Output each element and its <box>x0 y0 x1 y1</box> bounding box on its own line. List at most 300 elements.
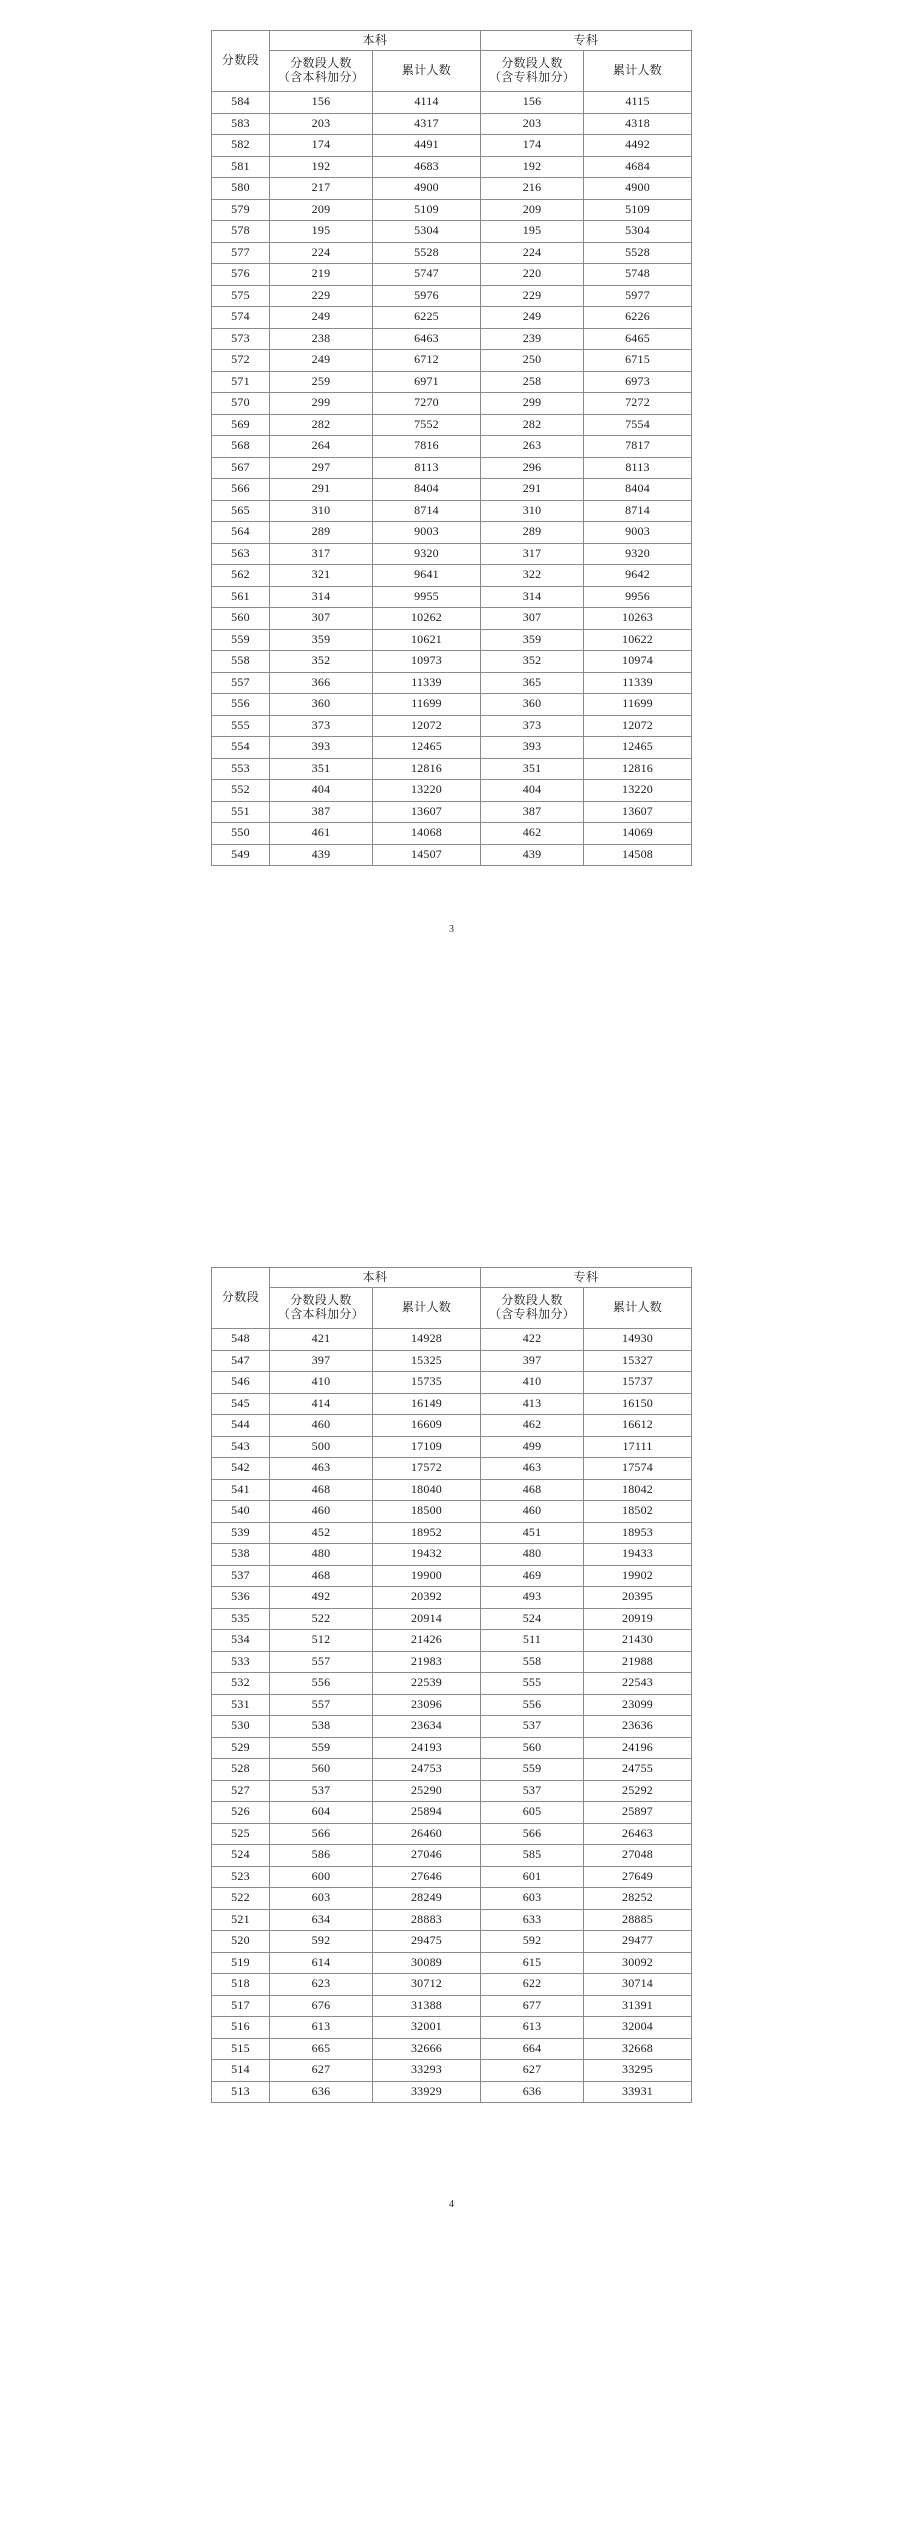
cell-benke-cumulative-count: 28249 <box>372 1888 480 1910</box>
cell-benke-cumulative-count: 20914 <box>372 1608 480 1630</box>
cell-zhuanke-cumulative-count: 12072 <box>584 715 692 737</box>
table-row <box>211 522 691 544</box>
cell-benke-segment-count: 352 <box>269 651 372 673</box>
cell-zhuanke-segment-count: 555 <box>481 1673 584 1695</box>
cell-score-band: 579 <box>211 199 269 221</box>
cell-score-band: 529 <box>211 1737 269 1759</box>
cell-benke-cumulative-count: 10621 <box>372 629 480 651</box>
cell-benke-cumulative-count: 8404 <box>372 479 480 501</box>
cell-benke-segment-count: 264 <box>269 436 372 458</box>
cell-zhuanke-cumulative-count: 4684 <box>584 156 692 178</box>
cell-zhuanke-cumulative-count: 5304 <box>584 221 692 243</box>
cell-score-band: 573 <box>211 328 269 350</box>
cell-benke-segment-count: 195 <box>269 221 372 243</box>
cell-score-band: 553 <box>211 758 269 780</box>
cell-benke-cumulative-count: 6712 <box>372 350 480 372</box>
cell-benke-cumulative-count: 7552 <box>372 414 480 436</box>
cell-zhuanke-cumulative-count: 9642 <box>584 565 692 587</box>
table-row <box>211 1372 691 1394</box>
cell-zhuanke-cumulative-count: 13607 <box>584 801 692 823</box>
cell-score-band: 581 <box>211 156 269 178</box>
cell-benke-segment-count: 492 <box>269 1587 372 1609</box>
cell-score-band: 546 <box>211 1372 269 1394</box>
cell-benke-segment-count: 297 <box>269 457 372 479</box>
cell-zhuanke-cumulative-count: 22543 <box>584 1673 692 1695</box>
cell-benke-segment-count: 613 <box>269 2017 372 2039</box>
cell-benke-segment-count: 387 <box>269 801 372 823</box>
table-row <box>211 1823 691 1845</box>
cell-benke-segment-count: 592 <box>269 1931 372 1953</box>
cell-zhuanke-segment-count: 601 <box>481 1866 584 1888</box>
cell-zhuanke-segment-count: 359 <box>481 629 584 651</box>
cell-zhuanke-segment-count: 493 <box>481 1587 584 1609</box>
cell-zhuanke-segment-count: 224 <box>481 242 584 264</box>
cell-zhuanke-cumulative-count: 6226 <box>584 307 692 329</box>
table-row <box>211 1458 691 1480</box>
table-row <box>211 1802 691 1824</box>
cell-score-band: 537 <box>211 1565 269 1587</box>
cell-zhuanke-segment-count: 499 <box>481 1436 584 1458</box>
table-row <box>211 608 691 630</box>
cell-score-band: 519 <box>211 1952 269 1974</box>
cell-zhuanke-segment-count: 156 <box>481 92 584 114</box>
cell-zhuanke-cumulative-count: 10622 <box>584 629 692 651</box>
cell-zhuanke-segment-count: 351 <box>481 758 584 780</box>
table-row <box>211 1759 691 1781</box>
cell-score-band: 523 <box>211 1866 269 1888</box>
table-row <box>211 242 691 264</box>
cell-zhuanke-cumulative-count: 21988 <box>584 1651 692 1673</box>
cell-benke-cumulative-count: 19432 <box>372 1544 480 1566</box>
cell-benke-segment-count: 566 <box>269 1823 372 1845</box>
cell-benke-segment-count: 452 <box>269 1522 372 1544</box>
column-group-header-zhuanke: 专科 <box>481 1268 692 1288</box>
table-row <box>211 715 691 737</box>
table-row <box>211 1393 691 1415</box>
cell-benke-segment-count: 522 <box>269 1608 372 1630</box>
cell-benke-segment-count: 614 <box>269 1952 372 1974</box>
cell-score-band: 563 <box>211 543 269 565</box>
column-header-zhuanke-cumulative-count: 累计人数 <box>584 51 692 92</box>
table-row <box>211 1909 691 1931</box>
cell-benke-segment-count: 604 <box>269 1802 372 1824</box>
cell-zhuanke-cumulative-count: 5748 <box>584 264 692 286</box>
table-row <box>211 1544 691 1566</box>
cell-benke-cumulative-count: 21426 <box>372 1630 480 1652</box>
cell-zhuanke-cumulative-count: 8714 <box>584 500 692 522</box>
cell-benke-cumulative-count: 19900 <box>372 1565 480 1587</box>
table-row <box>211 1651 691 1673</box>
cell-benke-cumulative-count: 16149 <box>372 1393 480 1415</box>
cell-zhuanke-cumulative-count: 24755 <box>584 1759 692 1781</box>
cell-zhuanke-segment-count: 296 <box>481 457 584 479</box>
cell-zhuanke-cumulative-count: 5977 <box>584 285 692 307</box>
cell-benke-cumulative-count: 13220 <box>372 780 480 802</box>
cell-benke-segment-count: 404 <box>269 780 372 802</box>
cell-score-band: 539 <box>211 1522 269 1544</box>
table-row <box>211 1974 691 1996</box>
table-header-page-3 <box>211 31 691 92</box>
cell-zhuanke-cumulative-count: 25292 <box>584 1780 692 1802</box>
cell-score-band: 556 <box>211 694 269 716</box>
score-distribution-table-page-3 <box>211 30 692 866</box>
cell-zhuanke-cumulative-count: 27048 <box>584 1845 692 1867</box>
cell-benke-segment-count: 393 <box>269 737 372 759</box>
table-row <box>211 823 691 845</box>
cell-zhuanke-cumulative-count: 30092 <box>584 1952 692 1974</box>
cell-benke-segment-count: 321 <box>269 565 372 587</box>
cell-benke-segment-count: 600 <box>269 1866 372 1888</box>
table-row <box>211 1479 691 1501</box>
cell-zhuanke-cumulative-count: 5528 <box>584 242 692 264</box>
cell-zhuanke-cumulative-count: 9003 <box>584 522 692 544</box>
cell-benke-segment-count: 282 <box>269 414 372 436</box>
cell-score-band: 574 <box>211 307 269 329</box>
cell-benke-segment-count: 203 <box>269 113 372 135</box>
cell-zhuanke-cumulative-count: 4900 <box>584 178 692 200</box>
cell-score-band: 562 <box>211 565 269 587</box>
cell-benke-cumulative-count: 6225 <box>372 307 480 329</box>
cell-zhuanke-segment-count: 282 <box>481 414 584 436</box>
cell-benke-cumulative-count: 30712 <box>372 1974 480 1996</box>
cell-benke-segment-count: 414 <box>269 1393 372 1415</box>
cell-zhuanke-cumulative-count: 28252 <box>584 1888 692 1910</box>
table-row <box>211 113 691 135</box>
cell-score-band: 528 <box>211 1759 269 1781</box>
column-group-header-benke: 本科 <box>269 31 480 51</box>
cell-zhuanke-segment-count: 310 <box>481 500 584 522</box>
cell-benke-segment-count: 219 <box>269 264 372 286</box>
cell-benke-cumulative-count: 11339 <box>372 672 480 694</box>
cell-score-band: 550 <box>211 823 269 845</box>
cell-zhuanke-cumulative-count: 4492 <box>584 135 692 157</box>
table-row <box>211 1952 691 1974</box>
cell-benke-segment-count: 360 <box>269 694 372 716</box>
cell-zhuanke-cumulative-count: 24196 <box>584 1737 692 1759</box>
cell-score-band: 578 <box>211 221 269 243</box>
cell-benke-cumulative-count: 11699 <box>372 694 480 716</box>
cell-benke-cumulative-count: 12465 <box>372 737 480 759</box>
cell-benke-cumulative-count: 32001 <box>372 2017 480 2039</box>
header-group-row <box>211 31 691 51</box>
cell-zhuanke-cumulative-count: 16150 <box>584 1393 692 1415</box>
table-row <box>211 1501 691 1523</box>
cell-benke-segment-count: 603 <box>269 1888 372 1910</box>
table-row <box>211 479 691 501</box>
cell-benke-cumulative-count: 18040 <box>372 1479 480 1501</box>
cell-zhuanke-segment-count: 307 <box>481 608 584 630</box>
cell-zhuanke-segment-count: 468 <box>481 1479 584 1501</box>
cell-zhuanke-cumulative-count: 10974 <box>584 651 692 673</box>
cell-zhuanke-segment-count: 627 <box>481 2060 584 2082</box>
cell-zhuanke-segment-count: 203 <box>481 113 584 135</box>
cell-benke-cumulative-count: 20392 <box>372 1587 480 1609</box>
cell-benke-segment-count: 468 <box>269 1565 372 1587</box>
cell-zhuanke-segment-count: 592 <box>481 1931 584 1953</box>
cell-benke-cumulative-count: 30089 <box>372 1952 480 1974</box>
cell-score-band: 551 <box>211 801 269 823</box>
table-row <box>211 285 691 307</box>
cell-zhuanke-cumulative-count: 13220 <box>584 780 692 802</box>
cell-zhuanke-cumulative-count: 18042 <box>584 1479 692 1501</box>
table-row <box>211 393 691 415</box>
cell-score-band: 547 <box>211 1350 269 1372</box>
cell-zhuanke-segment-count: 397 <box>481 1350 584 1372</box>
cell-benke-segment-count: 556 <box>269 1673 372 1695</box>
cell-benke-cumulative-count: 27646 <box>372 1866 480 1888</box>
cell-zhuanke-segment-count: 462 <box>481 1415 584 1437</box>
table-row <box>211 2060 691 2082</box>
cell-zhuanke-cumulative-count: 14508 <box>584 844 692 866</box>
cell-zhuanke-segment-count: 174 <box>481 135 584 157</box>
cell-score-band: 552 <box>211 780 269 802</box>
cell-benke-cumulative-count: 23634 <box>372 1716 480 1738</box>
cell-zhuanke-segment-count: 258 <box>481 371 584 393</box>
cell-zhuanke-segment-count: 439 <box>481 844 584 866</box>
table-container-page-4 <box>0 1267 903 2103</box>
column-header-benke-segment-count: 分数段人数 （含本科加分） <box>269 1288 372 1329</box>
cell-benke-segment-count: 537 <box>269 1780 372 1802</box>
table-row <box>211 629 691 651</box>
cell-benke-cumulative-count: 4900 <box>372 178 480 200</box>
cell-benke-segment-count: 209 <box>269 199 372 221</box>
cell-zhuanke-segment-count: 615 <box>481 1952 584 1974</box>
cell-benke-segment-count: 623 <box>269 1974 372 1996</box>
cell-zhuanke-segment-count: 558 <box>481 1651 584 1673</box>
table-row <box>211 565 691 587</box>
cell-score-band: 542 <box>211 1458 269 1480</box>
table-row <box>211 156 691 178</box>
table-row <box>211 1415 691 1437</box>
cell-score-band: 515 <box>211 2038 269 2060</box>
cell-benke-cumulative-count: 24193 <box>372 1737 480 1759</box>
table-row <box>211 436 691 458</box>
score-distribution-table-page-4 <box>211 1267 692 2103</box>
cell-zhuanke-cumulative-count: 18502 <box>584 1501 692 1523</box>
cell-zhuanke-cumulative-count: 6973 <box>584 371 692 393</box>
cell-zhuanke-cumulative-count: 23636 <box>584 1716 692 1738</box>
cell-benke-cumulative-count: 27046 <box>372 1845 480 1867</box>
cell-zhuanke-segment-count: 664 <box>481 2038 584 2060</box>
cell-score-band: 569 <box>211 414 269 436</box>
cell-benke-cumulative-count: 16609 <box>372 1415 480 1437</box>
cell-zhuanke-cumulative-count: 12465 <box>584 737 692 759</box>
cell-benke-segment-count: 366 <box>269 672 372 694</box>
cell-zhuanke-cumulative-count: 33931 <box>584 2081 692 2103</box>
cell-zhuanke-segment-count: 289 <box>481 522 584 544</box>
cell-score-band: 571 <box>211 371 269 393</box>
table-row <box>211 328 691 350</box>
column-header-zhuanke-cumulative-count: 累计人数 <box>584 1288 692 1329</box>
cell-benke-segment-count: 310 <box>269 500 372 522</box>
cell-zhuanke-segment-count: 524 <box>481 1608 584 1630</box>
cell-zhuanke-cumulative-count: 11699 <box>584 694 692 716</box>
cell-score-band: 564 <box>211 522 269 544</box>
cell-zhuanke-cumulative-count: 20395 <box>584 1587 692 1609</box>
cell-benke-segment-count: 538 <box>269 1716 372 1738</box>
cell-zhuanke-cumulative-count: 9956 <box>584 586 692 608</box>
cell-benke-cumulative-count: 5747 <box>372 264 480 286</box>
cell-benke-cumulative-count: 9641 <box>372 565 480 587</box>
cell-benke-cumulative-count: 22539 <box>372 1673 480 1695</box>
cell-zhuanke-cumulative-count: 17111 <box>584 1436 692 1458</box>
cell-benke-cumulative-count: 14068 <box>372 823 480 845</box>
cell-zhuanke-segment-count: 249 <box>481 307 584 329</box>
cell-zhuanke-segment-count: 560 <box>481 1737 584 1759</box>
cell-zhuanke-cumulative-count: 7554 <box>584 414 692 436</box>
cell-zhuanke-segment-count: 636 <box>481 2081 584 2103</box>
cell-benke-cumulative-count: 29475 <box>372 1931 480 1953</box>
cell-zhuanke-segment-count: 537 <box>481 1716 584 1738</box>
cell-benke-segment-count: 463 <box>269 1458 372 1480</box>
cell-zhuanke-cumulative-count: 20919 <box>584 1608 692 1630</box>
cell-score-band: 532 <box>211 1673 269 1695</box>
cell-zhuanke-cumulative-count: 11339 <box>584 672 692 694</box>
header-sub-row <box>211 1288 691 1329</box>
column-header-score-band: 分数段 <box>211 31 269 92</box>
cell-zhuanke-cumulative-count: 7272 <box>584 393 692 415</box>
cell-zhuanke-segment-count: 299 <box>481 393 584 415</box>
cell-benke-cumulative-count: 23096 <box>372 1694 480 1716</box>
cell-zhuanke-cumulative-count: 14930 <box>584 1329 692 1351</box>
cell-benke-cumulative-count: 7270 <box>372 393 480 415</box>
cell-benke-cumulative-count: 24753 <box>372 1759 480 1781</box>
cell-score-band: 517 <box>211 1995 269 2017</box>
cell-score-band: 513 <box>211 2081 269 2103</box>
cell-benke-segment-count: 314 <box>269 586 372 608</box>
cell-benke-cumulative-count: 4491 <box>372 135 480 157</box>
table-row <box>211 586 691 608</box>
cell-benke-segment-count: 500 <box>269 1436 372 1458</box>
cell-zhuanke-segment-count: 677 <box>481 1995 584 2017</box>
cell-benke-segment-count: 259 <box>269 371 372 393</box>
cell-score-band: 531 <box>211 1694 269 1716</box>
table-row <box>211 844 691 866</box>
column-header-score-band: 分数段 <box>211 1268 269 1329</box>
table-row <box>211 371 691 393</box>
cell-zhuanke-cumulative-count: 30714 <box>584 1974 692 1996</box>
table-row <box>211 414 691 436</box>
cell-zhuanke-segment-count: 462 <box>481 823 584 845</box>
cell-zhuanke-segment-count: 413 <box>481 1393 584 1415</box>
table-row <box>211 135 691 157</box>
cell-score-band: 557 <box>211 672 269 694</box>
cell-score-band: 566 <box>211 479 269 501</box>
cell-zhuanke-segment-count: 469 <box>481 1565 584 1587</box>
cell-score-band: 561 <box>211 586 269 608</box>
table-row <box>211 1436 691 1458</box>
cell-score-band: 568 <box>211 436 269 458</box>
table-row <box>211 651 691 673</box>
cell-zhuanke-cumulative-count: 31391 <box>584 1995 692 2017</box>
cell-score-band: 554 <box>211 737 269 759</box>
cell-score-band: 567 <box>211 457 269 479</box>
cell-benke-cumulative-count: 25290 <box>372 1780 480 1802</box>
cell-zhuanke-cumulative-count: 21430 <box>584 1630 692 1652</box>
cell-score-band: 521 <box>211 1909 269 1931</box>
table-row <box>211 737 691 759</box>
cell-benke-segment-count: 229 <box>269 285 372 307</box>
table-header-page-4 <box>211 1268 691 1329</box>
cell-zhuanke-segment-count: 314 <box>481 586 584 608</box>
header-group-row <box>211 1268 691 1288</box>
cell-zhuanke-segment-count: 291 <box>481 479 584 501</box>
cell-benke-segment-count: 373 <box>269 715 372 737</box>
column-header-benke-cumulative-count: 累计人数 <box>372 51 480 92</box>
cell-benke-segment-count: 460 <box>269 1501 372 1523</box>
cell-score-band: 534 <box>211 1630 269 1652</box>
table-row <box>211 2017 691 2039</box>
table-row <box>211 1716 691 1738</box>
cell-zhuanke-segment-count: 239 <box>481 328 584 350</box>
table-row <box>211 1630 691 1652</box>
table-row <box>211 672 691 694</box>
cell-score-band: 560 <box>211 608 269 630</box>
cell-zhuanke-cumulative-count: 15327 <box>584 1350 692 1372</box>
cell-zhuanke-cumulative-count: 26463 <box>584 1823 692 1845</box>
cell-benke-cumulative-count: 6971 <box>372 371 480 393</box>
cell-zhuanke-segment-count: 216 <box>481 178 584 200</box>
cell-score-band: 540 <box>211 1501 269 1523</box>
cell-benke-cumulative-count: 9003 <box>372 522 480 544</box>
table-row <box>211 1780 691 1802</box>
table-row <box>211 1845 691 1867</box>
cell-benke-cumulative-count: 10262 <box>372 608 480 630</box>
cell-zhuanke-cumulative-count: 8404 <box>584 479 692 501</box>
cell-zhuanke-cumulative-count: 29477 <box>584 1931 692 1953</box>
cell-score-band: 536 <box>211 1587 269 1609</box>
cell-zhuanke-segment-count: 622 <box>481 1974 584 1996</box>
cell-score-band: 548 <box>211 1329 269 1351</box>
cell-benke-segment-count: 289 <box>269 522 372 544</box>
cell-benke-segment-count: 512 <box>269 1630 372 1652</box>
cell-zhuanke-segment-count: 463 <box>481 1458 584 1480</box>
cell-zhuanke-segment-count: 556 <box>481 1694 584 1716</box>
cell-zhuanke-segment-count: 393 <box>481 737 584 759</box>
cell-benke-segment-count: 156 <box>269 92 372 114</box>
cell-zhuanke-segment-count: 365 <box>481 672 584 694</box>
cell-zhuanke-cumulative-count: 32668 <box>584 2038 692 2060</box>
cell-benke-cumulative-count: 15325 <box>372 1350 480 1372</box>
cell-benke-cumulative-count: 4317 <box>372 113 480 135</box>
table-row <box>211 543 691 565</box>
table-row <box>211 1522 691 1544</box>
cell-zhuanke-segment-count: 373 <box>481 715 584 737</box>
cell-zhuanke-cumulative-count: 19902 <box>584 1565 692 1587</box>
cell-benke-cumulative-count: 26460 <box>372 1823 480 1845</box>
table-row <box>211 457 691 479</box>
cell-benke-cumulative-count: 5976 <box>372 285 480 307</box>
cell-zhuanke-cumulative-count: 23099 <box>584 1694 692 1716</box>
table-row <box>211 1931 691 1953</box>
cell-zhuanke-cumulative-count: 15737 <box>584 1372 692 1394</box>
cell-benke-segment-count: 317 <box>269 543 372 565</box>
cell-score-band: 580 <box>211 178 269 200</box>
cell-zhuanke-segment-count: 387 <box>481 801 584 823</box>
table-body-page-3 <box>211 92 691 866</box>
cell-zhuanke-segment-count: 322 <box>481 565 584 587</box>
cell-benke-segment-count: 460 <box>269 1415 372 1437</box>
cell-benke-cumulative-count: 4683 <box>372 156 480 178</box>
cell-score-band: 575 <box>211 285 269 307</box>
cell-benke-cumulative-count: 12816 <box>372 758 480 780</box>
column-header-zhuanke-segment-count: 分数段人数 （含专科加分） <box>481 51 584 92</box>
cell-score-band: 558 <box>211 651 269 673</box>
cell-benke-segment-count: 586 <box>269 1845 372 1867</box>
cell-zhuanke-cumulative-count: 8113 <box>584 457 692 479</box>
cell-score-band: 582 <box>211 135 269 157</box>
cell-zhuanke-segment-count: 360 <box>481 694 584 716</box>
